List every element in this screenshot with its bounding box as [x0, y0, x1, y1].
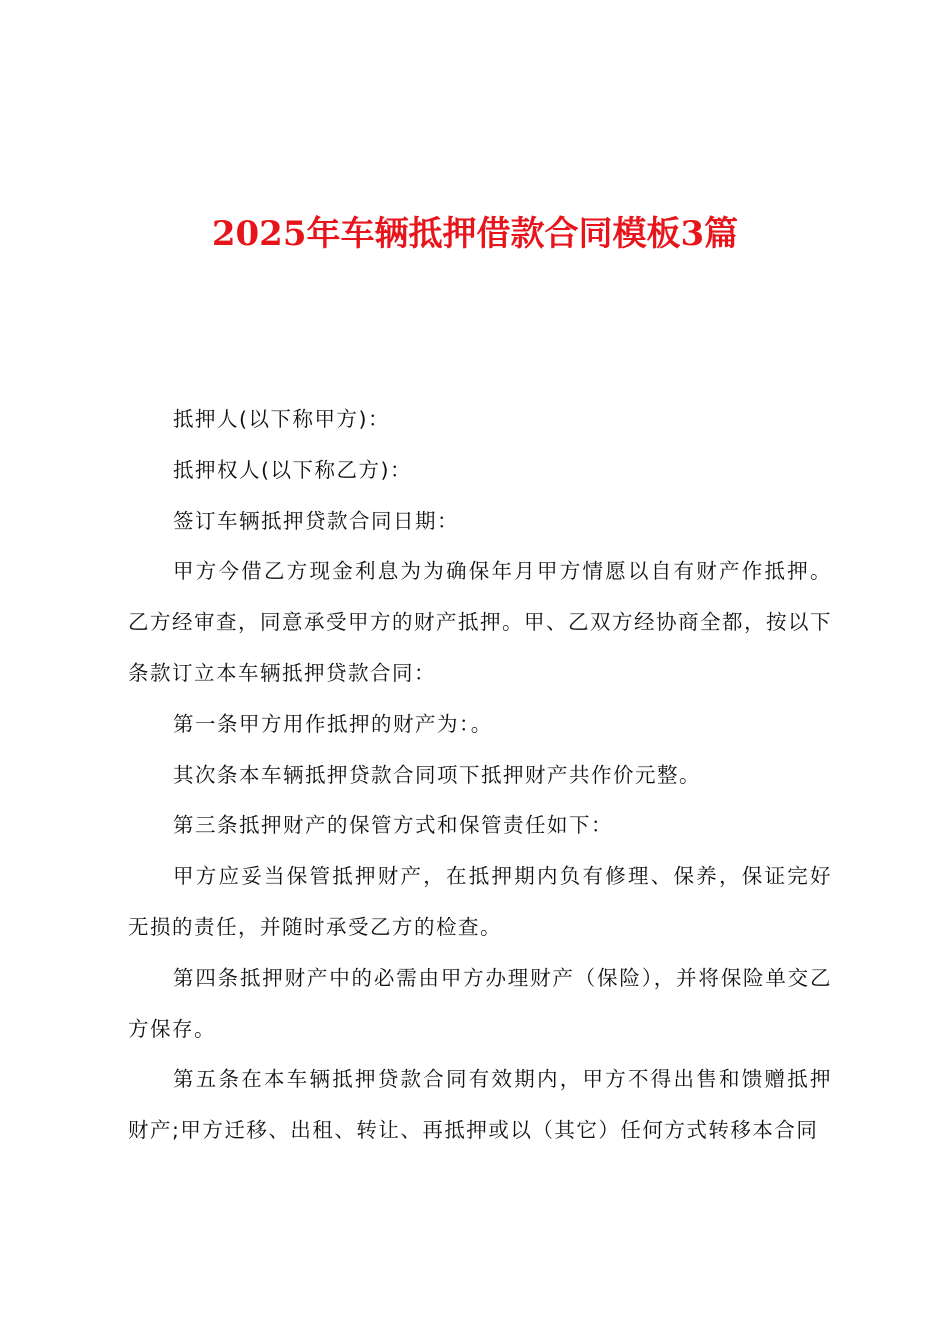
paragraph-preamble: 甲方今借乙方现金利息为为确保年月甲方情愿以自有财产作抵押。乙方经审查，同意承受甲方的财产抵押。甲、乙双方经协商全都，按以下条款订立本车辆抵押贷款合同： [128, 559, 832, 685]
paragraph-article-2: 其次条本车辆抵押贷款合同项下抵押财产共作价元整。 [173, 762, 701, 787]
paragraph-article-1: 第一条甲方用作抵押的财产为：。 [173, 711, 493, 736]
paragraph-article-3: 第三条抵押财产的保管方式和保管责任如下： [173, 813, 613, 838]
document-body [128, 394, 832, 1156]
paragraph-article-3-detail: 甲方应妥当保管抵押财产，在抵押期内负有修理、保养，保证完好无损的责任，并随时承受乙方的检查。 [128, 864, 832, 939]
document-title: 2025年车辆抵押借款合同模板3篇 [211, 214, 739, 254]
paragraph-signing-date: 签订车辆抵押贷款合同日期： [173, 508, 459, 533]
paragraph-article-4: 第四条抵押财产中的必需由甲方办理财产（保险），并将保险单交乙方保存。 [128, 965, 832, 1041]
paragraph-mortgagee: 抵押权人(以下称乙方)： [173, 457, 412, 482]
paragraph-article-5: 第五条在本车辆抵押贷款合同有效期内，甲方不得出售和馈赠抵押财产;甲方迁移、出租、转让、再抵押或以（其它）任何方式转移本合同 [128, 1067, 832, 1143]
paragraph-mortgagor: 抵押人(以下称甲方)： [173, 407, 390, 431]
